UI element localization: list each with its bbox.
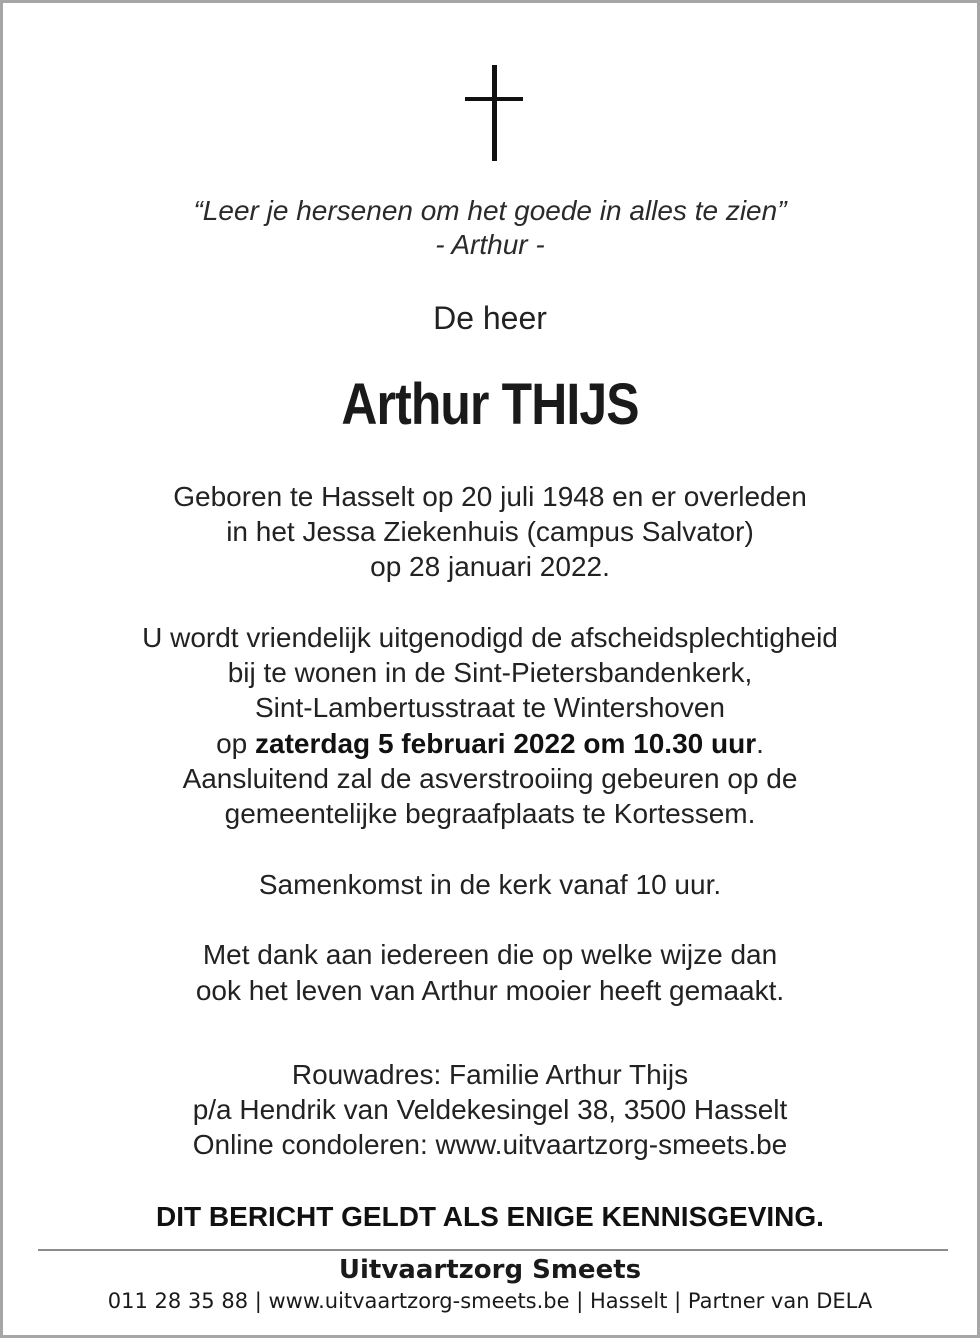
company-name: Uitvaartzorg Smeets bbox=[338, 1255, 642, 1285]
gathering-text: Samenkomst in de kerk vanaf 10 uur. bbox=[258, 869, 722, 900]
thanks-line: ook het leven van Arthur mooier heeft gemaakt. bbox=[195, 975, 785, 1006]
notice-text: DIT BERICHT GELDT ALS ENIGE KENNISGEVING. bbox=[156, 1201, 824, 1232]
ceremony-line: gemeentelijke begraafplaats te Kortessem. bbox=[224, 798, 756, 829]
footer-divider bbox=[38, 1249, 948, 1251]
cross-icon bbox=[465, 65, 523, 161]
salutation: De heer bbox=[433, 300, 547, 336]
address-line: Rouwadres: Familie Arthur Thijs bbox=[291, 1059, 689, 1090]
thanks-line: Met dank aan iedereen die op welke wijze dan bbox=[202, 939, 778, 970]
quote-author: - Arthur - bbox=[435, 229, 545, 260]
ceremony-line: Aansluitend zal de asverstrooiing gebeuren op de bbox=[182, 763, 798, 794]
ceremony-line: bij te wonen in de Sint-Pietersbandenkerk, bbox=[227, 657, 753, 688]
ceremony-date-suffix: . bbox=[756, 728, 764, 759]
ceremony-line: U wordt vriendelijk uitgenodigd de afscheidsplechtigheid bbox=[142, 622, 838, 653]
condolence-line: Online condoleren: www.uitvaartzorg-smeets.be bbox=[192, 1129, 788, 1160]
ceremony-date-prefix: op bbox=[216, 728, 256, 759]
ceremony-date-bold: zaterdag 5 februari 2022 om 10.30 uur bbox=[255, 728, 757, 759]
ceremony-line: Sint-Lambertusstraat te Wintershoven bbox=[255, 692, 725, 723]
birth-death-line: op 28 januari 2022. bbox=[370, 551, 610, 582]
quote-text: “Leer je hersenen om het goede in alles te zien” bbox=[193, 195, 787, 226]
footer-contact-info: 011 28 35 88 | www.uitvaartzorg-smeets.be | Hasselt | Partner van DELA bbox=[107, 1289, 873, 1313]
deceased-name: Arthur THIJS bbox=[341, 372, 639, 437]
address-line: p/a Hendrik van Veldekesingel 38, 3500 Hasselt bbox=[192, 1094, 788, 1125]
ceremony-date bbox=[3, 728, 977, 760]
birth-death-line: Geboren te Hasselt op 20 juli 1948 en er overleden bbox=[173, 481, 807, 512]
birth-death-line: in het Jessa Ziekenhuis (campus Salvator) bbox=[226, 516, 754, 547]
